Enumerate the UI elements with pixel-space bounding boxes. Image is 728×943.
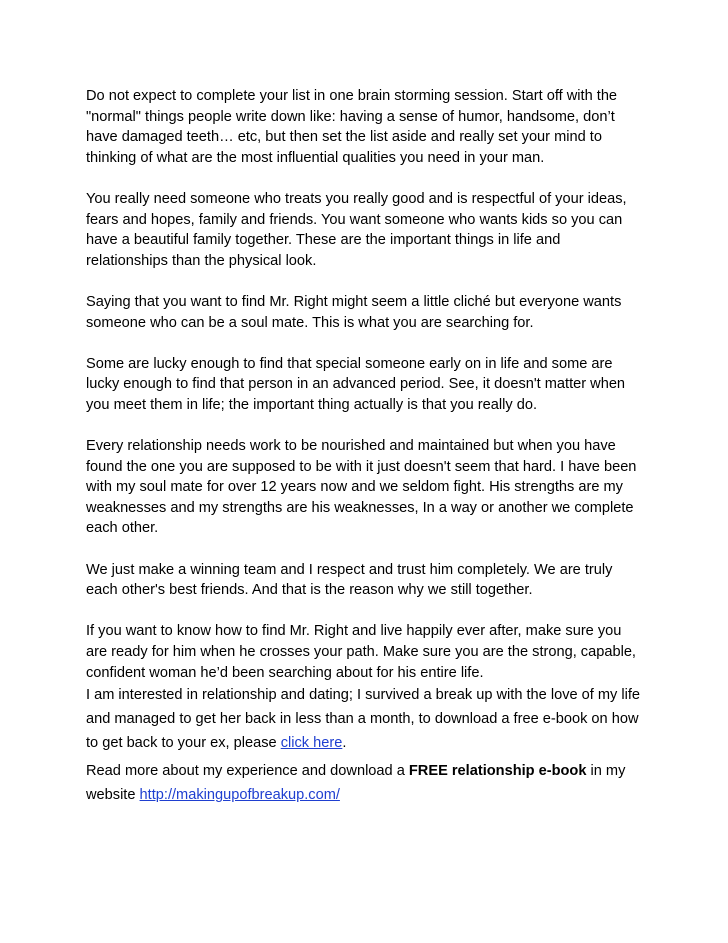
- paragraph-be-ready: If you want to know how to find Mr. Right and live happily ever after, make sure you are ready for him when he crosses your path. Make sure you are the strong, capable, confident woman he’d been searching about for his entire life.: [86, 623, 636, 681]
- paragraph-relationship-work: Every relationship needs work to be nourished and maintained but when you have found the one you are supposed to be with it just doesn't seem that hard. I have been with my soul mate for over 12 years now and we seldom fight. His strengths are my weaknesses and my strengths are his weaknesses, In a way or another we complete each other.: [86, 438, 637, 537]
- paragraph-winning-team: We just make a winning team and I respect and trust him completely. We are truly each other's best friends. And that is the reason why we still together.: [86, 561, 613, 599]
- free-ebook-text: FREE relationship e-book: [408, 763, 587, 780]
- paragraph-lucky: Some are lucky enough to find that special someone early on in life and some are lucky enough to find that person in an advanced period. See, it doesn't matter when you meet them in life; the important thing actually is that you really do.: [86, 355, 626, 413]
- paragraph-respect: You really need someone who treats you really good and is respectful of your ideas, fears and hopes, family and friends. You want someone who wants kids so you can have a beautiful family together. These are the important things in life and relationships than the physical look.: [86, 190, 627, 269]
- paragraph-mr-right: Saying that you want to find Mr. Right might seem a little cliché but everyone wants someone who can be a soul mate. This is what you are searching for.: [86, 293, 622, 331]
- read-more-middle: in my website: [86, 763, 626, 804]
- click-here-link[interactable]: click here: [280, 735, 343, 752]
- paragraph-list-advice: Do not expect to complete your list in one brain storming session. Start off with the "normal" things people write down like: having a sense of humor, handsome, don’t have damaged teeth… etc, but then set the list aside and really set your mind to thinking of what are the most influential qualities you need in your man.: [86, 88, 618, 166]
- paragraph-author-note: [86, 683, 646, 755]
- author-note-text: I am interested in relationship and dating; I survived a break up with the love of my life and managed to get her back in less than a month, to download a free e-book on how to get back to your ex, please: [86, 687, 641, 752]
- read-more-prefix: Read more about my experience and download a: [86, 763, 409, 780]
- website-link[interactable]: http://makingupofbreakup.com/: [139, 787, 340, 804]
- author-note-end: .: [342, 735, 347, 752]
- paragraph-read-more: [86, 759, 646, 807]
- document-page: [86, 86, 646, 811]
